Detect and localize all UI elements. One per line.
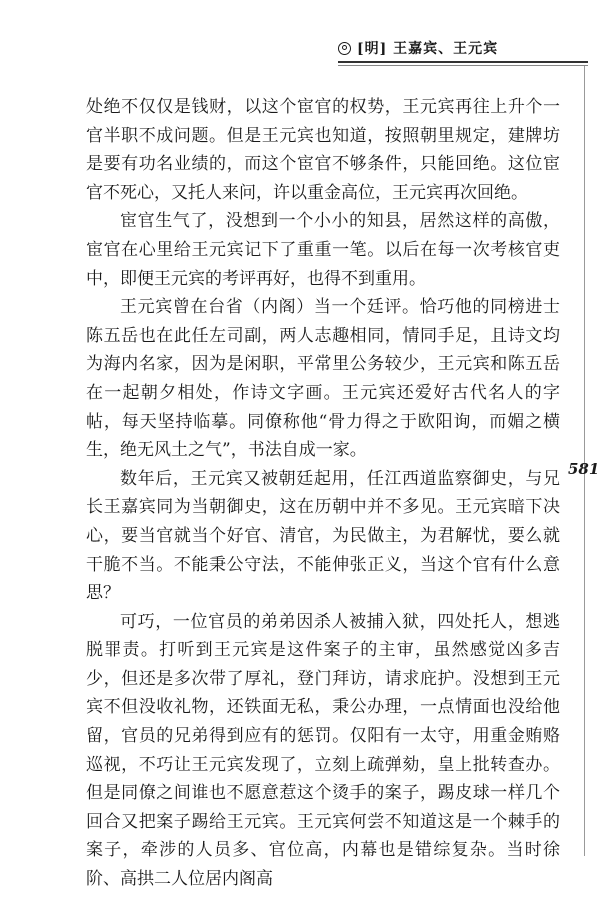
paragraph-2: 宦官生气了，没想到一个小小的知县，居然这样的高傲，宦官在心里给王元宾记下了重重一笔。以后在每一次考核官吏中，即便王元宾的考评再好，也得不到重用。	[86, 211, 560, 289]
paragraph-5: 可巧，一位官员的弟弟因杀人被捕入狱，四处托人，想逃脱罪责。打听到王元宾是这件案子的主审，虽然感觉凶多吉少，但还是多次带了厚礼，登门拜访，请求庇护。没想到王元宾不但没收礼物，还铁面无私，秉公办理，一点情面也没给他留，官员的兄弟得到应有的惩罚。仅阳有一太守，用重金贿赂巡视，不巧让王元宾发现了，立刻上疏弹劾，皇上批转查办。但是同僚之间谁也不愿意惹这个烫手的案子，踢皮球一样几个回合又把案子踢给王元宾。王元宾何尝不知道这是一个棘手的案子，牵涉的人员多、官位高，内幕也是错综复杂。当时徐阶、高拱二人位居内阁高	[86, 611, 560, 890]
paragraph-4: 数年后，王元宾又被朝廷起用，任江西道监察御史，与兄长王嘉宾同为当朝御史，这在历朝中并不多见。王元宾暗下决心，要当官就当个好官、清官，为民做主，为君解忧，要么就干脆不当。不能秉公守法，不能伸张正义，当这个官有什么意思？	[86, 468, 560, 604]
paragraph-1: 处绝不仅仅是钱财，以这个宦官的权势，王元宾再往上升个一官半职不成问题。但是王元宾也知道，按照朝里规定，建牌坊是要有功名业绩的，而这个宦官不够条件，只能回绝。这位宦官不死心，又托人来问，许以重金高位，王元宾再次回绝。	[86, 97, 560, 203]
header-rule-thin	[338, 65, 588, 66]
circle-ornament-icon	[338, 42, 351, 55]
running-header	[338, 36, 588, 60]
body-text	[86, 93, 560, 894]
chapter-title: [明] 王嘉宾、王元宾	[357, 41, 499, 57]
header-rule	[338, 61, 588, 63]
paragraph-3: 王元宾曾在台省（内阁）当一个廷评。恰巧他的同榜进士陈五岳也在此任左司副，两人志趣相同，情同手足，且诗文均为海内名家，因为是闲职，平常里公务较少，王元宾和陈五岳在一起朝夕相处，作诗文字画。王元宾还爱好古代名人的字帖，每天坚持临摹。同僚称他“骨力得之于欧阳询，而媚之横生，绝无风土之气”，书法自成一家。	[86, 297, 560, 461]
page-number: 581	[568, 460, 600, 478]
